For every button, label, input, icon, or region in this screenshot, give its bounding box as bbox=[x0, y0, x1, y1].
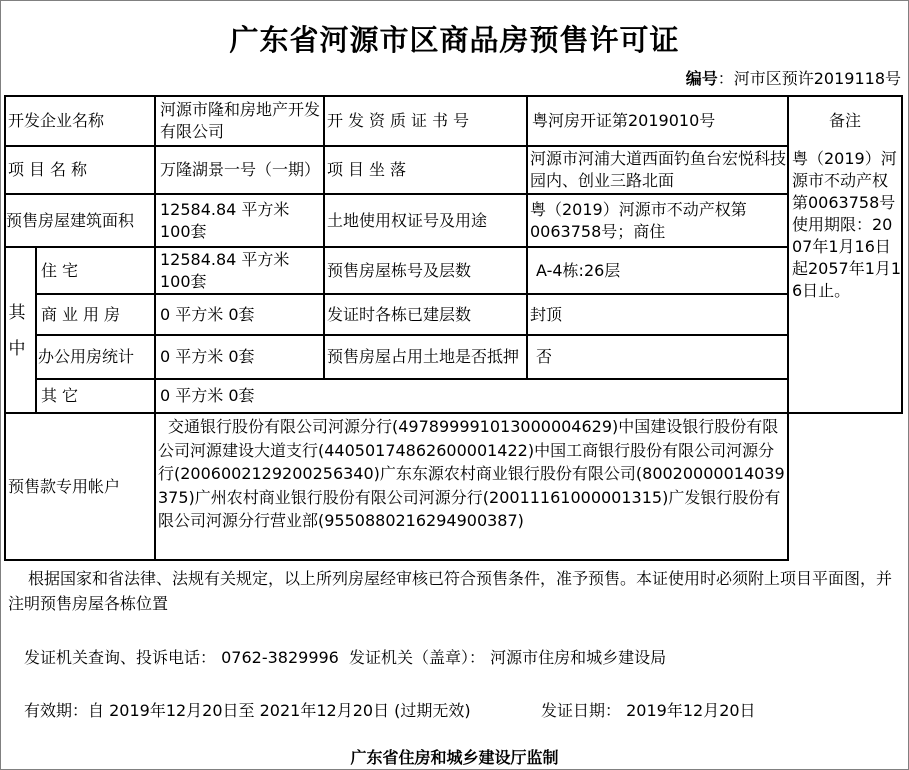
built-floors-label: 发证时各栋已建层数 bbox=[327, 304, 472, 324]
area-value: 12584.84 平方米 100套 bbox=[160, 199, 290, 241]
location-label: 项目坐落 bbox=[327, 160, 412, 179]
other-value: 0 平方米 0套 bbox=[160, 386, 255, 405]
issue-date-value: 2019年12月20日 bbox=[626, 701, 756, 720]
among-label bbox=[4, 250, 30, 412]
project-value: 万隆湖景一号（一期） bbox=[160, 160, 321, 179]
land-cert-label: 土地使用权证号及用途 bbox=[327, 210, 488, 230]
issuer-label: 发证机关（盖章）： bbox=[349, 648, 486, 667]
page-title: 广东省河源市区商品房预售许可证 bbox=[229, 23, 680, 57]
office-label: 办公用房统计 bbox=[38, 347, 135, 366]
validity-label: 有效期： bbox=[24, 701, 89, 720]
other-label: 其它 bbox=[41, 386, 84, 405]
certificate-number-separator: ： bbox=[717, 69, 734, 88]
issue-date-label: 发证日期： bbox=[541, 701, 622, 720]
supervisor: 广东省住房和城乡建设厅监制 bbox=[350, 748, 559, 767]
hotline-line bbox=[24, 645, 666, 668]
account-label: 预售款专用帐户 bbox=[8, 476, 121, 496]
among-label-bottom: 中 bbox=[8, 339, 26, 359]
remark-label: 备注 bbox=[828, 111, 861, 130]
mortgage-label: 预售房屋占用土地是否抵押 bbox=[327, 347, 520, 366]
certificate-number-value: 河市区预许2019118号 bbox=[733, 69, 901, 88]
residential-label: 住宅 bbox=[41, 260, 84, 280]
developer-label: 开发企业名称 bbox=[8, 111, 105, 130]
developer-value: 河源市隆和房地产开发有限公司 bbox=[160, 100, 321, 141]
account-value: 交通银行股份有限公司河源分行(497899991013000004629)中国建设银行股份有限公司河源建设大道支行(44050174862600001422)中国工商银行股份有限公司河源分行(2006002129200256340)广东东源农村商业银行股份有限公司(80020000014039375)广州农村商业银行股份有限公司河源分行(20011161000001315)广发银行股份有限公司河源分行营业部(9550880216294900387) bbox=[158, 417, 785, 530]
certificate-number-label: 编号 bbox=[685, 69, 718, 88]
commercial-value: 0 平方米 0套 bbox=[160, 304, 255, 324]
hotline-label: 发证机关查询、投诉电话： bbox=[24, 648, 217, 667]
validity-line bbox=[24, 698, 471, 721]
building-floors-value: A-4栋:26层 bbox=[536, 260, 621, 280]
office-value: 0 平方米 0套 bbox=[160, 347, 255, 366]
area-label: 预售房屋建筑面积 bbox=[6, 210, 135, 230]
building-floors-label: 预售房屋栋号及层数 bbox=[327, 260, 472, 280]
statement: 根据国家和省法律、法规有关规定，以上所列房屋经审核已符合预售条件，准予预售。本证使用时必须附上项目平面图，并注明预售房屋各栋位置 bbox=[8, 569, 893, 613]
among-label-top: 其 bbox=[8, 303, 26, 323]
built-floors-value: 封顶 bbox=[530, 304, 563, 324]
validity-value: 自 2019年12月20日至 2021年12月20日 (过期无效) bbox=[88, 701, 471, 720]
qualification-label: 开发资质证书号 bbox=[327, 111, 475, 130]
issue-date-line bbox=[541, 698, 756, 721]
project-label: 项目名称 bbox=[8, 160, 93, 179]
mortgage-value: 否 bbox=[536, 347, 553, 366]
residential-value: 12584.84 平方米 100套 bbox=[160, 249, 290, 291]
remark-value: 粤（2019）河源市不动产权第0063758号使用期限：2007年1月16日起2057年1月16日止。 bbox=[792, 149, 902, 300]
qualification-value: 粤河房开证第2019010号 bbox=[532, 111, 716, 130]
commercial-label: 商业用房 bbox=[41, 304, 126, 324]
certificate-number bbox=[686, 66, 901, 89]
hotline-value: 0762-3829996 bbox=[221, 648, 339, 667]
land-cert-value: 粤（2019）河源市不动产权第0063758号；商住 bbox=[530, 199, 747, 241]
issuer-value: 河源市住房和城乡建设局 bbox=[490, 648, 667, 667]
location-value: 河源市河浦大道西面钓鱼台宏悦科技园内、创业三路北面 bbox=[530, 149, 786, 190]
